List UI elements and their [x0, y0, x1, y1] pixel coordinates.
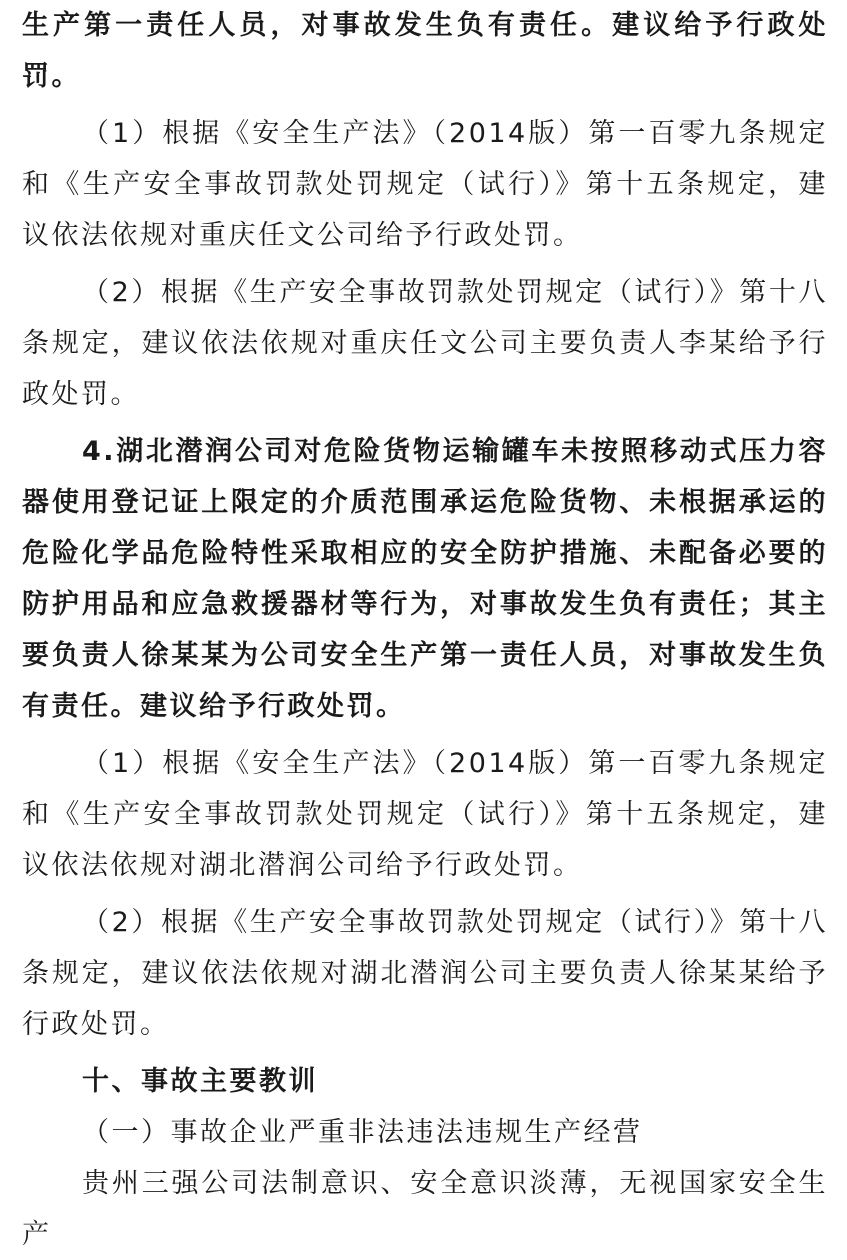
- paragraph-qianrun-responsibility: 4.湖北潜润公司对危险货物运输罐车未按照移动式压力容器使用登记证上限定的介质范围承运危险货物、未根据承运的危险化学品危险特性采取相应的安全防护措施、未配备必要的防护用品和应急救援器材等行为，对事故发生负有责任；其主要负责人徐某某为公司安全生产第一责任人员，对事故发生负有责任。建议给予行政处罚。: [22, 436, 828, 722]
- paragraph-qianrun-leader-penalty: （2）根据《生产安全事故罚款处罚规定（试行）》第十八条规定，建议依法依规对湖北潜润公司主要负责人徐某某给予行政处罚。: [22, 907, 828, 1040]
- document-page: [22, 0, 828, 1260]
- paragraph-renwen-company-penalty: （1）根据《安全生产法》（2014版）第一百零九条规定和《生产安全事故罚款处罚规定（试行）》第十五条规定，建议依法依规对重庆任文公司给予行政处罚。: [22, 118, 828, 251]
- section-heading-lessons: 十、事故主要教训: [82, 1066, 318, 1097]
- subsection-heading-illegal-operation: （一）事故企业严重非法违法违规生产经营: [82, 1117, 643, 1148]
- paragraph-qianrun-company-penalty: （1）根据《安全生产法》（2014版）第一百零九条规定和《生产安全事故罚款处罚规定（试行）》第十五条规定，建议依法依规对湖北潜润公司给予行政处罚。: [22, 748, 828, 881]
- paragraph-sanqiang-company: 贵州三强公司法制意识、安全意识淡薄，无视国家安全生产: [22, 1168, 828, 1250]
- paragraph-responsibility-summary: 生产第一责任人员，对事故发生负有责任。建议给予行政处罚。: [22, 10, 828, 92]
- paragraph-renwen-leader-penalty: （2）根据《生产安全事故罚款处罚规定（试行）》第十八条规定，建议依法依规对重庆任文公司主要负责人李某给予行政处罚。: [22, 277, 828, 410]
